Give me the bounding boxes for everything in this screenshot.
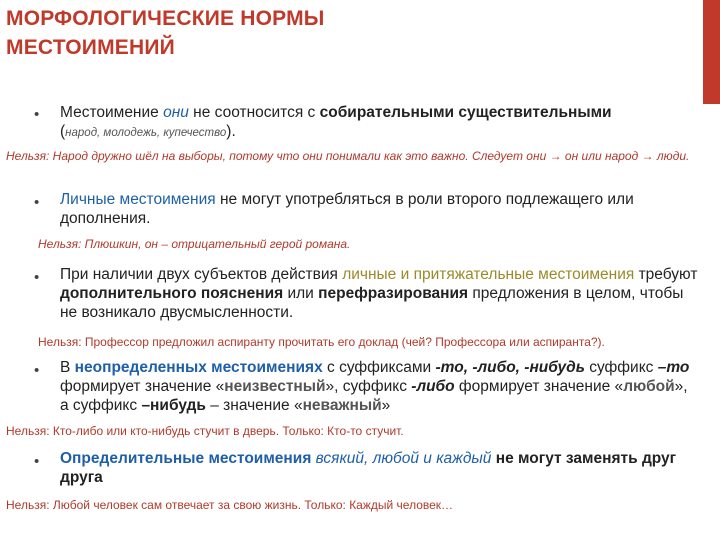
bullet-3: • (34, 269, 40, 286)
rule-5-example: Нельзя: Любой человек сам отвечает за свою жизнь. Только: Каждый человек… (6, 498, 454, 512)
rule-2-example: Нельзя: Плюшкин, он – отрицательный герой романа. (38, 237, 351, 251)
title-line-1: МОРФОЛОГИЧЕСКИЕ НОРМЫ (6, 7, 325, 30)
rule-1-text: Местоимение они не соотносится с собирательными существительными (народ, молодежь, купечество). (60, 104, 612, 140)
bullet-2: • (34, 194, 40, 211)
rule-5-text: Определительные местоимения всякий, любой и каждый не могут заменять друг друга (60, 450, 677, 486)
rule-2-text: Личные местоимения не могут употребляться в роли второго подлежащего или дополнения. (60, 191, 634, 227)
bullet-4: • (34, 362, 40, 379)
rule-4-example: Нельзя: Кто-либо или кто-нибудь стучит в дверь. Только: Кто-то стучит. (6, 424, 404, 438)
rule-4-text: В неопределенных местоимениях с суффиксами -то, -либо, -нибудь суффикс –то формирует значение «неизвестный», суффикс -либо формирует значение «любой», а суффикс –нибудь – значение «неважный» (60, 359, 690, 414)
bullet-1: • (34, 106, 40, 123)
rule-3-text: При наличии двух субъектов действия личные и притяжательные местоимения требуют дополнительного пояснения или перефразирования предложения в целом, чтобы не возникало двусмысленности. (60, 266, 698, 321)
rule-1-example: Нельзя: Народ дружно шёл на выборы, потому что они понимали как это важно. Следует они → он или народ → люди. (6, 149, 690, 163)
bullet-5: • (34, 453, 40, 470)
accent-bar (703, 0, 720, 104)
title-line-2: МЕСТОИМЕНИЙ (6, 36, 175, 59)
page-title (6, 4, 686, 62)
rule-3-example: Нельзя: Профессор предложил аспиранту прочитать его доклад (чей? Профессора или аспиранта?). (38, 335, 605, 349)
